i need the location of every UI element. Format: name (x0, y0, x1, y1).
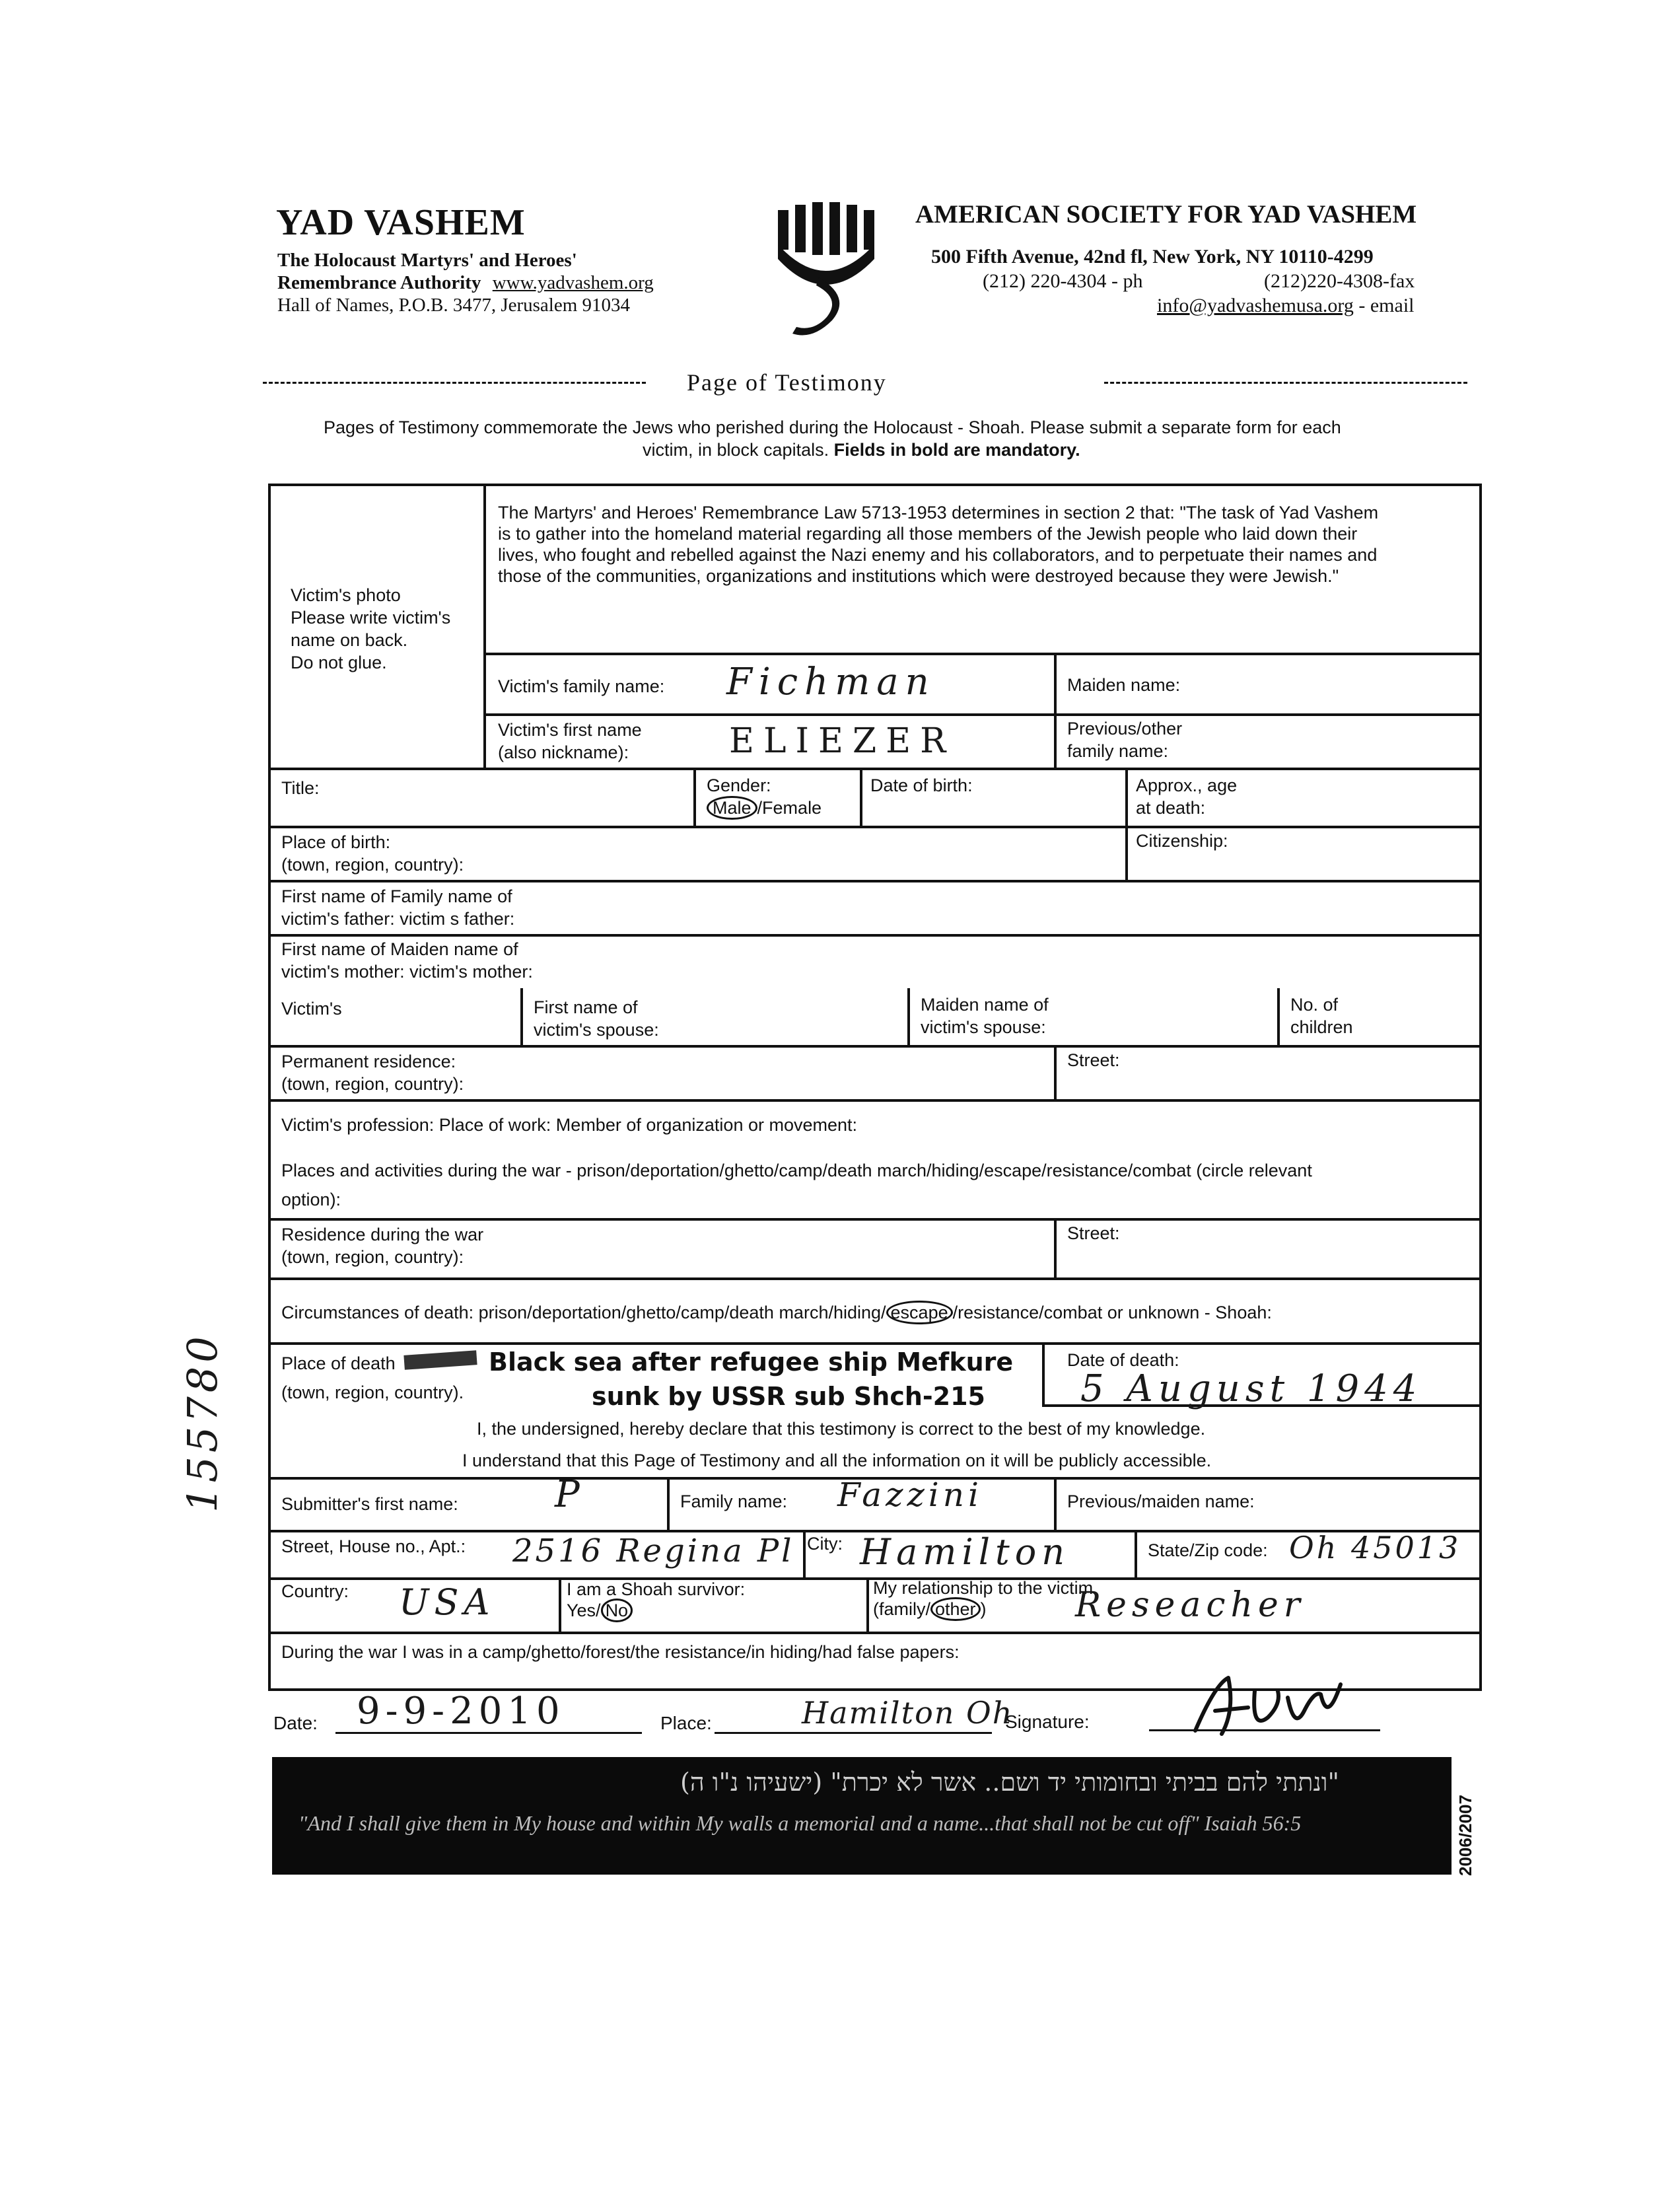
pod-label-2: (town, region, country). (281, 1383, 464, 1402)
place-underline (715, 1732, 992, 1734)
rule-photo-bottom (268, 768, 1479, 770)
photo-line-1: Victim's photo (291, 585, 401, 605)
citizenship-label: Citizenship: (1136, 831, 1228, 851)
first-name-label (498, 719, 642, 764)
gender-options (707, 797, 822, 819)
rule-family-bottom (486, 713, 1479, 716)
rule-survivor-left (559, 1577, 561, 1633)
rule-relation-left (866, 1577, 869, 1633)
war-res-label-1: Residence during the war (281, 1225, 484, 1244)
maiden-name-label: Maiden name: (1067, 675, 1181, 695)
perm-res-label-1: Permanent residence: (281, 1052, 456, 1071)
submitter-country-label: Country: (281, 1581, 349, 1601)
american-society-email (1157, 295, 1415, 317)
pod-label-1: Place of death (281, 1353, 396, 1373)
places-label-1: Places and activities during the war - prison/deportation/ghetto/camp/death march/hiding/escape/resistance/combat (circle relevant (281, 1161, 1312, 1180)
street-label: Street: (1067, 1050, 1120, 1070)
children-label-2: children (1290, 1017, 1353, 1037)
place-of-death-value-line-1[interactable]: Black sea after refugee ship Mefkure (489, 1348, 1014, 1377)
survivor-no-option[interactable]: No (601, 1599, 633, 1622)
age-label-2: at death: (1136, 798, 1206, 818)
submitter-city-value[interactable]: Hamilton (860, 1531, 1070, 1573)
title-dash-left (263, 382, 646, 384)
rule-country-bottom (268, 1632, 1479, 1634)
mandatory-note: Fields in bold are mandatory. (833, 440, 1080, 460)
signature-scribble[interactable] (1189, 1671, 1360, 1744)
relationship-other-option[interactable]: other (930, 1597, 981, 1621)
rule-residence-bottom (268, 1099, 1479, 1102)
victims-label: Victim's (281, 999, 342, 1019)
relationship-label: My relationship to the victim (873, 1578, 1094, 1598)
rule-pob-bottom (268, 880, 1479, 882)
date-of-death-label: Date of death: (1067, 1350, 1179, 1370)
banner-hebrew-quote: "ונתתי להם בביתי ובחומותי יד ושם.. אשר לא יכרת" (ישעיהו נ"ו ה) (680, 1768, 1339, 1797)
prev-family-label-1: Previous/other (1067, 719, 1183, 738)
rule-state-left (1135, 1530, 1137, 1579)
survivor-options (567, 1600, 745, 1621)
american-society-title: AMERICAN SOCIETY FOR YAD VASHEM (915, 200, 1417, 229)
intro-text-line-2 (643, 440, 1080, 460)
rule-maiden-left (1054, 653, 1057, 769)
form-code: 2006/2007 (1455, 1795, 1475, 1876)
law-line-3: lives, who fought and rebelled against the Nazi enemy and his collaborators, and to perpetuate their names and (498, 545, 1378, 565)
gender-male-option[interactable]: Male (707, 796, 757, 820)
margin-record-number: 155780 (178, 1332, 227, 1513)
rule-sub-family-left (667, 1477, 670, 1531)
gender-separator: / (757, 798, 763, 818)
gender-label: Gender: (707, 775, 771, 795)
previous-family-name-label (1067, 717, 1182, 762)
pob-label-2: (town, region, country): (281, 855, 464, 875)
place-value[interactable]: Hamilton Oh (802, 1695, 1014, 1731)
rule-age-left (1125, 768, 1128, 881)
places-label-2: option): (281, 1190, 341, 1209)
photo-line-4: Do not glue. (291, 653, 387, 672)
relationship-family-option[interactable]: (family/ (873, 1599, 930, 1619)
age-at-death-label (1136, 774, 1237, 819)
mother-label-2: victim's mother: victim's mother: (281, 962, 533, 982)
gender-female-option[interactable]: Female (762, 798, 822, 818)
circ-label-end: /resistance/combat or unknown - Shoah: (952, 1303, 1272, 1322)
permanent-residence-label (281, 1050, 464, 1095)
rule-spouse-bottom (268, 1045, 1479, 1048)
american-society-fax: (212)220-4308-fax (1264, 270, 1415, 292)
submitter-family-name-value[interactable]: Fazzini (837, 1476, 983, 1514)
spouse-maiden-label-1: Maiden name of (921, 995, 1049, 1015)
date-of-death-value[interactable]: 5 August 1944 (1080, 1367, 1422, 1410)
yad-vashem-title: YAD VASHEM (276, 202, 526, 243)
submitter-previous-name-label: Previous/maiden name: (1067, 1492, 1255, 1511)
war-res-label-2: (town, region, country): (281, 1247, 464, 1267)
mother-label-1: First name of Maiden name of (281, 939, 518, 959)
profession-label: Victim's profession: Place of work: Member of organization or movement: (281, 1115, 858, 1135)
authority-line-2 (277, 272, 654, 294)
date-label: Date: (273, 1713, 318, 1733)
intro-line-2-start: victim, in block capitals. (643, 440, 834, 460)
submitter-first-name-value[interactable]: P (555, 1473, 580, 1516)
rule-dob-left (860, 768, 862, 827)
rule-spouse-maiden-left (907, 988, 910, 1046)
email-link[interactable]: info@yadvashemusa.org (1157, 295, 1354, 316)
rule-sub-prev-left (1054, 1477, 1057, 1531)
first-name-label-2: (also nickname): (498, 742, 629, 762)
american-society-address: 500 Fifth Avenue, 42nd fl, New York, NY 10110-4299 (931, 246, 1374, 268)
first-name-value[interactable]: ELIEZER (729, 721, 956, 761)
yadvashem-url-link[interactable]: www.yadvashem.org (492, 272, 654, 293)
place-of-birth-label (281, 831, 464, 876)
age-label-1: Approx., age (1136, 775, 1238, 795)
submitter-street-label: Street, House no., Apt.: (281, 1536, 466, 1556)
rule-city-left (803, 1530, 806, 1579)
date-of-birth-label: Date of birth: (870, 775, 973, 795)
shoah-survivor-field[interactable] (567, 1579, 745, 1621)
place-label: Place: (660, 1713, 712, 1733)
spouse-first-name-label (534, 996, 659, 1041)
photo-box-instructions[interactable] (291, 584, 450, 674)
submitter-state-zip-value[interactable]: Oh 45013 (1289, 1530, 1461, 1565)
spouse-first-label-2: victim's spouse: (534, 1020, 659, 1040)
title-dash-right (1104, 382, 1467, 384)
rule-dod-left (1042, 1342, 1045, 1406)
circ-label-start: Circumstances of death: prison/deportation/ghetto/camp/death march/hiding/ (281, 1303, 886, 1322)
relationship-field[interactable] (873, 1577, 1093, 1620)
isaiah-quote-banner (272, 1757, 1452, 1875)
places-activities-label (281, 1156, 1312, 1214)
rule-places-bottom (268, 1218, 1479, 1221)
rule-spouse-first-left (520, 988, 523, 1046)
banner-english-quote: "And I shall give them in My house and within My walls a memorial and a name...that shall not be cut off" Isaiah 56:5 (298, 1811, 1302, 1835)
father-name-label (281, 885, 514, 930)
family-name-value[interactable]: Fichman (726, 661, 936, 703)
law-line-4: those of the communities, organizations and institutions which were destroyed because they were Jewish." (498, 566, 1339, 586)
rule-law-bottom (486, 653, 1479, 655)
authority-name: Remembrance Authority (277, 272, 481, 293)
submitter-first-name-label: Submitter's first name: (281, 1494, 458, 1514)
perm-res-label-2: (town, region, country): (281, 1074, 464, 1094)
law-line-1: The Martyrs' and Heroes' Remembrance Law 5713-1953 determines in section 2 that: "The task of Yad Vashem (498, 503, 1379, 522)
prev-family-label-2: family name: (1067, 741, 1169, 761)
submitter-state-zip-label: State/Zip code: (1148, 1540, 1268, 1560)
relationship-options (873, 1599, 1093, 1620)
signature-label: Signature: (1005, 1711, 1090, 1732)
yad-vashem-menorah-logo (773, 198, 878, 350)
father-label-1: First name of Family name of (281, 886, 512, 906)
relationship-close-paren: ) (980, 1599, 987, 1619)
family-name-label: Victim's family name: (498, 676, 665, 696)
pob-label-1: Place of birth: (281, 832, 391, 852)
during-war-label: During the war I was in a camp/ghetto/forest/the resistance/in hiding/had false papers: (281, 1642, 960, 1662)
war-street-label: Street: (1067, 1223, 1120, 1243)
declaration-line-2: I understand that this Page of Testimony and all the information on it will be publicly accessible. (462, 1451, 1212, 1470)
rule-father-bottom (268, 934, 1479, 937)
rule-war-street-left (1054, 1218, 1057, 1279)
title-label: Title: (281, 778, 320, 798)
spouse-maiden-name-label (921, 993, 1049, 1038)
law-line-2: is to gather into the homeland material regarding all those members of the Jewish people who laid down their (498, 524, 1358, 544)
submitter-street-value[interactable]: 2516 Regina Pl (512, 1532, 794, 1569)
law-text (498, 502, 1378, 587)
survivor-label: I am a Shoah survivor: (567, 1579, 746, 1599)
rule-children-left (1277, 988, 1280, 1046)
place-of-death-value-line-2[interactable]: sunk by USSR sub Shch-215 (592, 1382, 985, 1411)
rule-circ-bottom (268, 1342, 1479, 1345)
spouse-maiden-label-2: victim's spouse: (921, 1017, 1046, 1037)
declaration-line-1: I, the undersigned, hereby declare that this testimony is correct to the best of my knowledge. (477, 1419, 1206, 1439)
circumstances-of-death-label (281, 1301, 1272, 1324)
relationship-value[interactable]: Reseacher (1075, 1585, 1306, 1625)
page-of-testimony-title: Page of Testimony (687, 369, 887, 396)
circ-escape-option[interactable]: escape (886, 1301, 953, 1324)
rule-gender-left (693, 768, 696, 827)
survivor-yes-option[interactable]: Yes/ (567, 1600, 601, 1620)
american-society-phone: (212) 220-4304 - ph (983, 270, 1143, 292)
intro-text-line-1: Pages of Testimony commemorate the Jews who perished during the Holocaust - Shoah. Please submit a separate form for each (324, 417, 1341, 437)
photo-line-2: Please write victim's (291, 608, 451, 628)
date-value[interactable]: 9-9-2010 (357, 1690, 565, 1733)
war-residence-label (281, 1223, 483, 1268)
spouse-first-label-1: First name of (534, 997, 638, 1017)
authority-line-1: The Holocaust Martyrs' and Heroes' (277, 250, 577, 271)
children-label (1290, 993, 1353, 1038)
rule-perm-street-left (1054, 1045, 1057, 1100)
submitter-family-name-label: Family name: (680, 1492, 788, 1511)
photo-line-3: name on back. (291, 630, 408, 650)
children-label-1: No. of (1290, 995, 1339, 1015)
mother-name-label (281, 938, 533, 983)
first-name-label-1: Victim's first name (498, 720, 642, 740)
submitter-country-value[interactable]: USA (399, 1581, 495, 1623)
gender-field[interactable] (707, 774, 822, 819)
hall-of-names-address: Hall of Names, P.O.B. 3477, Jerusalem 91034 (277, 295, 631, 316)
submitter-city-label: City: (807, 1534, 843, 1554)
rule-photo-right (483, 484, 486, 769)
rule-title-bottom (268, 826, 1479, 828)
rule-war-res-bottom (268, 1277, 1479, 1280)
father-label-2: victim's father: victim s father: (281, 909, 515, 929)
email-suffix: - email (1353, 295, 1415, 316)
